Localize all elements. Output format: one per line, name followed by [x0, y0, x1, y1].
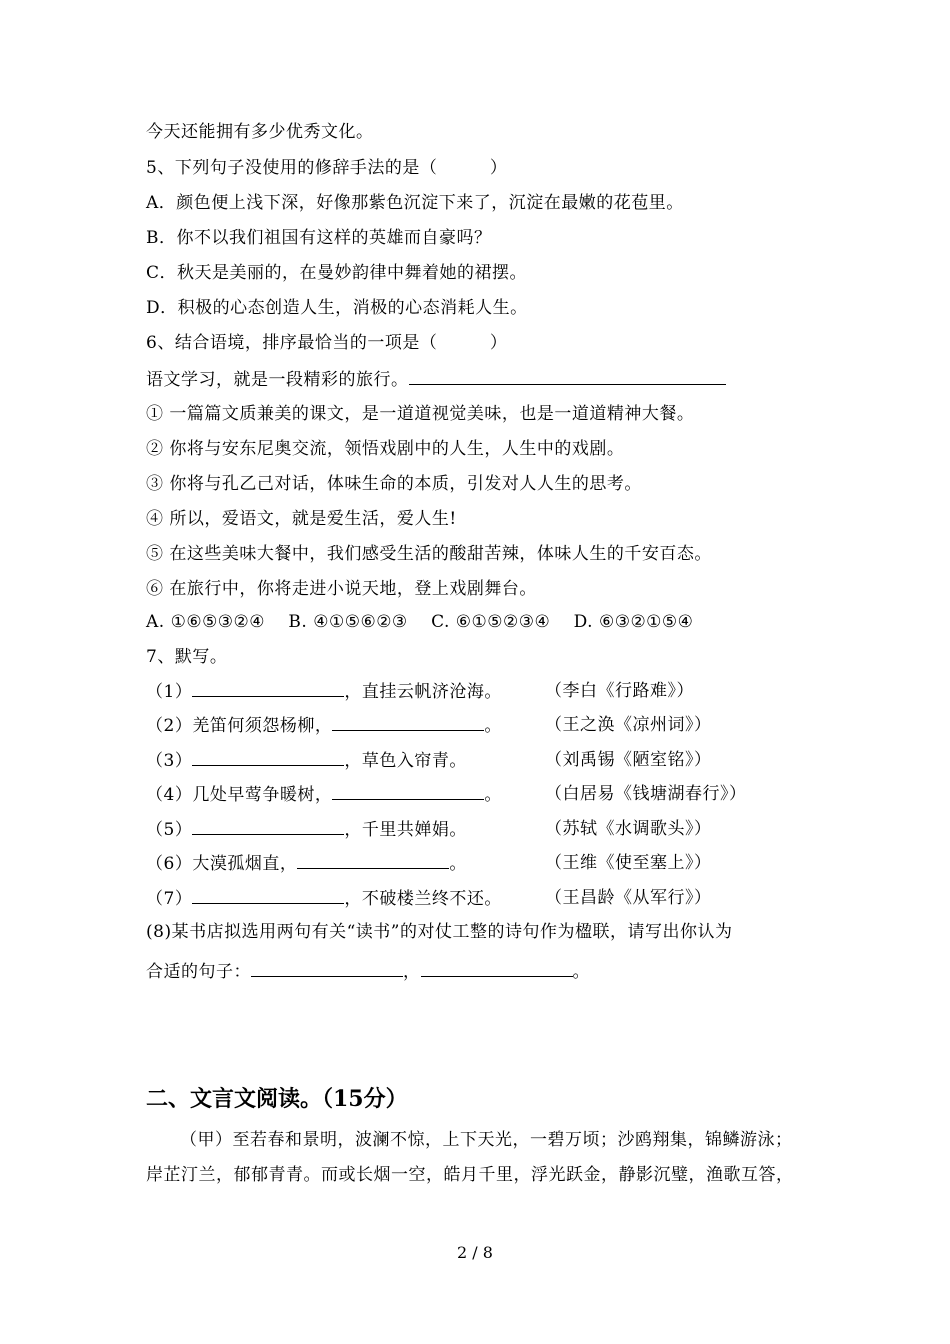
poem-source: （王之涣《凉州词》）	[545, 715, 712, 735]
dictation-prefix: （7）	[146, 889, 193, 909]
poem-source: （王昌龄《从军行》）	[545, 888, 712, 908]
answer-blank	[192, 748, 344, 766]
dictation-prefix: （3）	[146, 751, 193, 771]
question-6-options: A. ①⑥⑤③②④ B. ④①⑤⑥②③ C. ⑥①⑤②③④ D. ⑥③②①⑤④	[146, 612, 694, 632]
answer-blank	[251, 959, 403, 977]
answer-blank	[421, 959, 573, 977]
period: 。	[572, 962, 590, 982]
option-5c: C．秋天是美丽的，在曼妙韵律中舞着她的裙摆。	[146, 263, 528, 283]
poem-source: （苏轼《水调歌头》）	[545, 819, 712, 839]
dictation-row	[146, 782, 747, 807]
text-line: 今天还能拥有多少优秀文化。	[146, 122, 374, 142]
passage-line: 岸芷汀兰，郁郁青青。而或长烟一空，皓月千里，浮光跃金，静影沉璧，渔歌互答，	[146, 1165, 794, 1185]
question-7-8-answer	[146, 959, 590, 984]
answer-blank	[332, 713, 484, 731]
question-6: 6、结合语境，排序最恰当的一项是（ ）	[146, 333, 508, 353]
dictation-row	[146, 817, 712, 842]
poem-source: （王维《使至塞上》）	[545, 853, 712, 873]
answer-blank	[192, 817, 344, 835]
dictation-line: ，直挂云帆济沧海。	[344, 682, 502, 702]
dictation-prefix: （6）大漠孤烟直，	[146, 854, 298, 874]
sentence-5: ⑤ 在这些美味大餐中，我们感受生活的酸甜苦辣，体味人生的千安百态。	[146, 544, 712, 564]
lead-text: 语文学习，就是一段精彩的旅行。	[146, 370, 409, 390]
question-7-8: (8)某书店拟选用两句有关“读书”的对仗工整的诗句作为楹联，请写出你认为	[146, 922, 733, 942]
dictation-row	[146, 713, 712, 738]
sentence-6: ⑥ 在旅行中，你将走进小说天地，登上戏剧舞台。	[146, 579, 537, 599]
sentence-4: ④ 所以，爱语文，就是爱生活，爱人生!	[146, 509, 457, 529]
dictation-row	[146, 679, 694, 704]
question-5: 5、下列句子没使用的修辞手法的是（ ）	[146, 158, 508, 178]
dictation-prefix: （4）几处早莺争暖树，	[146, 785, 333, 805]
comma: ，	[403, 962, 421, 982]
answer-prefix: 合适的句子：	[146, 962, 251, 982]
dictation-line: 。	[484, 716, 502, 736]
dictation-line: ，草色入帘青。	[344, 751, 467, 771]
answer-blank	[332, 782, 484, 800]
poem-source: （李白《行路难》）	[545, 681, 694, 701]
sentence-1: ① 一篇篇文质兼美的课文，是一道道视觉美味，也是一道道精神大餐。	[146, 404, 695, 424]
dictation-prefix: （2）羌笛何须怨杨柳，	[146, 716, 333, 736]
answer-blank	[409, 367, 726, 385]
answer-blank	[192, 886, 344, 904]
dictation-row	[146, 748, 712, 773]
answer-blank	[192, 679, 344, 697]
dictation-line: ，不破楼兰终不还。	[344, 889, 502, 909]
dictation-row	[146, 886, 712, 911]
poem-source: （刘禹锡《陋室铭》）	[545, 750, 712, 770]
passage-line: （甲）至若春和景明，波澜不惊，上下天光，一碧万顷；沙鸥翔集，锦鳞游泳；	[180, 1130, 793, 1150]
dictation-line: ，千里共婵娟。	[344, 820, 467, 840]
option-5b: B．你不以我们祖国有这样的英雄而自豪吗？	[146, 228, 492, 248]
sentence-3: ③ 你将与孔乙己对话，体味生命的本质，引发对人人生的思考。	[146, 474, 642, 494]
answer-blank	[297, 851, 449, 869]
question-6-lead	[146, 367, 726, 392]
option-5a: A．颜色便上浅下深，好像那紫色沉淀下来了，沉淀在最嫩的花苞里。	[146, 193, 684, 213]
section-title: 二、文言文阅读。（15分）	[146, 1086, 408, 1112]
dictation-prefix: （5）	[146, 820, 193, 840]
dictation-prefix: （1）	[146, 682, 193, 702]
question-7: 7、默写。	[146, 647, 228, 667]
page-number: 2 / 8	[457, 1243, 493, 1262]
dictation-row	[146, 851, 712, 876]
poem-source: （白居易《钱塘湖春行》）	[545, 784, 747, 804]
dictation-line: 。	[449, 854, 467, 874]
sentence-2: ② 你将与安东尼奥交流，领悟戏剧中的人生，人生中的戏剧。	[146, 439, 625, 459]
dictation-line: 。	[484, 785, 502, 805]
option-5d: D．积极的心态创造人生，消极的心态消耗人生。	[146, 298, 528, 318]
